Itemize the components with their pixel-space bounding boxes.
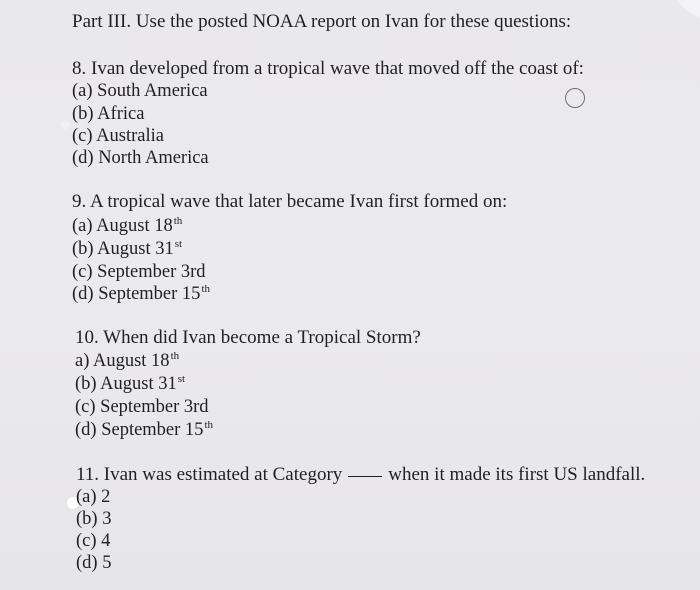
question-11-text-start: 11. Ivan was estimated at Category <box>76 464 343 485</box>
ordinal-suffix: th <box>170 350 180 362</box>
ordinal-suffix: th <box>173 215 183 227</box>
ordinal-suffix: th <box>204 419 213 431</box>
q9-option-b[interactable] <box>72 240 182 259</box>
q10-option-b-label: (b) August 31 <box>75 374 177 394</box>
question-8-text: 8. Ivan developed from a tropical wave that moved off the coast of: <box>72 58 584 79</box>
q9-option-d-label: (d) September 15 <box>72 284 201 304</box>
glare-spot <box>61 120 70 129</box>
q10-option-d[interactable] <box>75 421 213 440</box>
q11-option-d[interactable]: (d) 5 <box>76 553 112 573</box>
q11-option-c[interactable]: (c) 4 <box>76 531 111 551</box>
ordinal-suffix: st <box>177 373 186 385</box>
q11-option-a[interactable]: (a) 2 <box>76 487 111 507</box>
q9-option-c[interactable]: (c) September 3rd <box>72 262 206 282</box>
q10-option-d-label: (d) September 15 <box>75 420 204 440</box>
question-10-text: 10. When did Ivan become a Tropical Storm? <box>75 327 421 348</box>
q8-option-b[interactable]: (b) Africa <box>72 104 145 124</box>
q8-option-a[interactable]: (a) South America <box>72 81 208 101</box>
part-header: Part III. Use the posted NOAA report on Ivan for these questions: <box>72 11 572 32</box>
question-9-text: 9. A tropical wave that later became Ivan first formed on: <box>72 191 508 212</box>
q9-option-a[interactable] <box>72 217 182 236</box>
ordinal-suffix: th <box>201 283 210 295</box>
page-curl-decoration <box>640 0 700 50</box>
q10-option-c[interactable]: (c) September 3rd <box>75 397 209 417</box>
q10-option-a[interactable] <box>75 352 179 371</box>
answer-circle-marker[interactable] <box>565 88 585 108</box>
answer-blank[interactable] <box>348 476 382 477</box>
q9-option-d[interactable] <box>72 285 210 304</box>
q10-option-b[interactable] <box>75 375 185 394</box>
q10-option-a-label: a) August 18 <box>75 351 170 371</box>
q9-option-b-label: (b) August 31 <box>72 239 174 259</box>
q8-option-c[interactable]: (c) Australia <box>72 126 164 146</box>
q11-option-b[interactable]: (b) 3 <box>76 509 112 529</box>
q8-option-d[interactable]: (d) North America <box>72 148 209 168</box>
q9-option-a-label: (a) August 18 <box>72 216 173 236</box>
ordinal-suffix: st <box>174 238 183 250</box>
question-11-text <box>76 465 645 484</box>
question-11-text-end: when it made its first US landfall. <box>388 464 646 485</box>
